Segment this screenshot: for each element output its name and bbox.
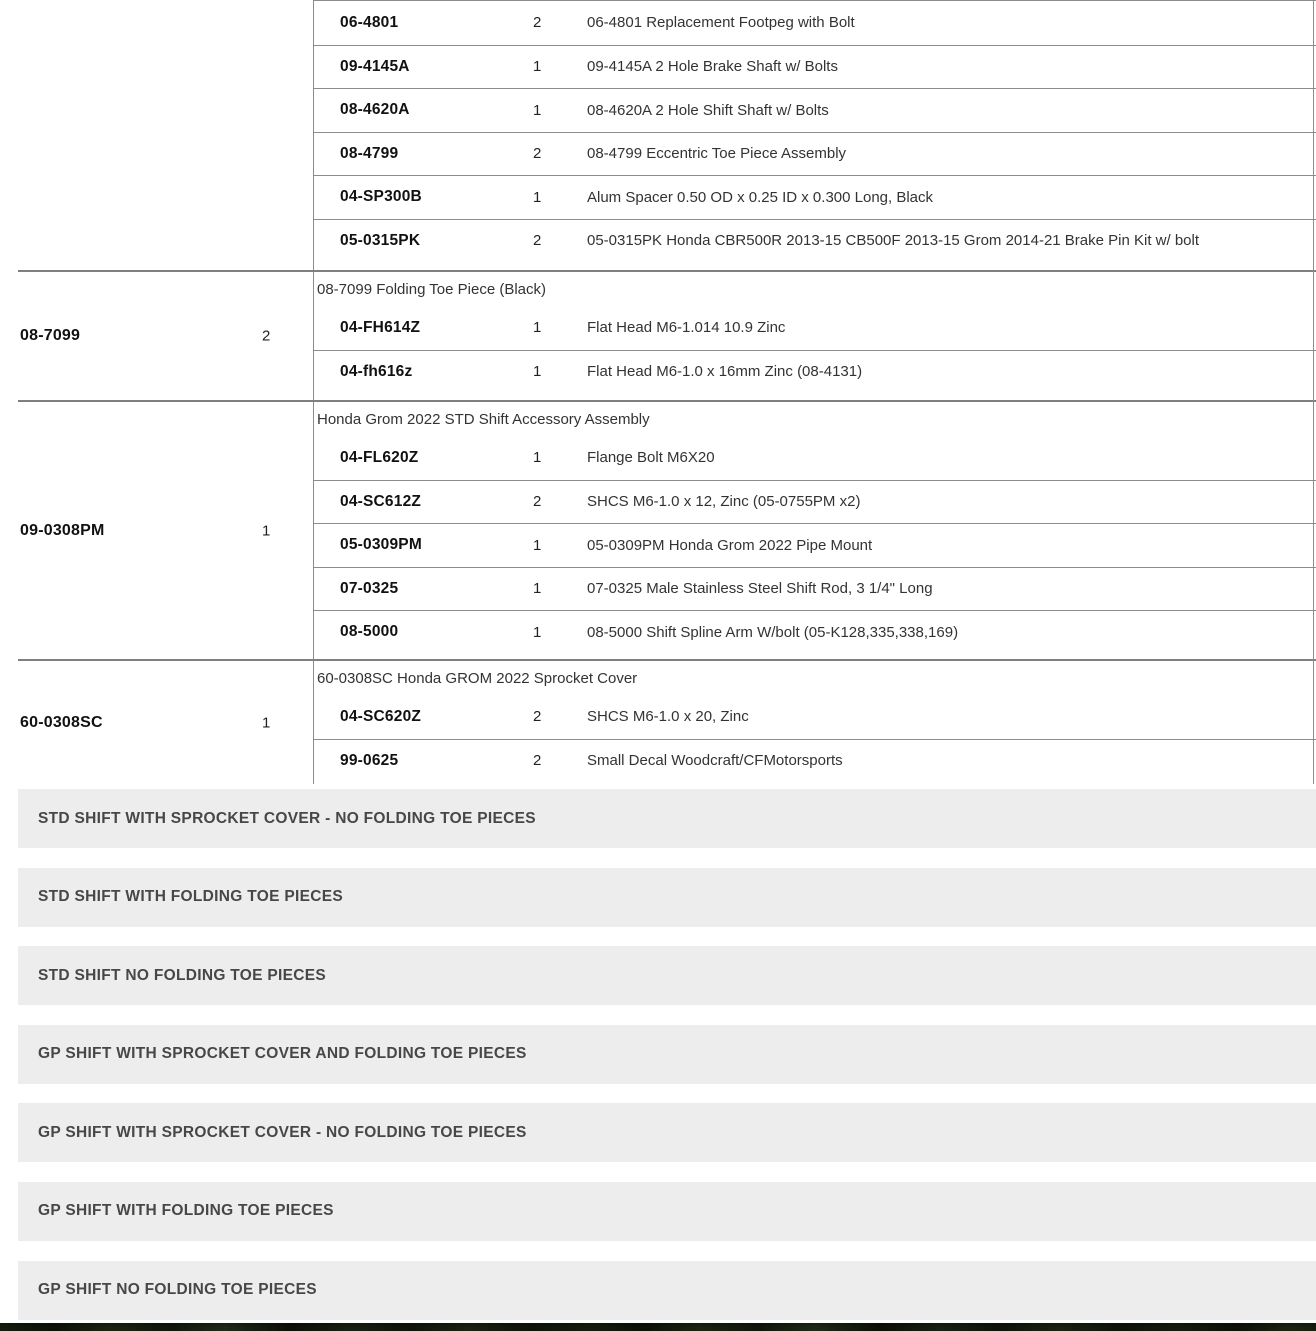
component-part-number: 05-0309PM bbox=[340, 536, 422, 554]
group-summary-cell bbox=[18, 272, 313, 400]
component-description: 08-4620A 2 Hole Shift Shaft w/ Bolts bbox=[587, 101, 829, 119]
component-row bbox=[314, 523, 1316, 567]
kit-option-section-header[interactable] bbox=[18, 1182, 1316, 1241]
component-description: 05-0315PK Honda CBR500R 2013-15 CB500F 2013-15 Grom 2014-21 Brake Pin Kit w/ bolt bbox=[587, 232, 1200, 250]
group-summary-cell bbox=[18, 402, 313, 659]
component-description: Flat Head M6-1.0 x 16mm Zinc (08-4131) bbox=[587, 363, 863, 381]
kit-option-section-label: STD SHIFT WITH SPROCKET COVER - NO FOLDING TOE PIECES bbox=[38, 809, 536, 827]
component-qty: 1 bbox=[533, 580, 542, 598]
component-description: Flange Bolt M6X20 bbox=[587, 449, 715, 467]
component-qty: 1 bbox=[533, 101, 542, 119]
group-qty: 1 bbox=[262, 714, 271, 731]
component-row bbox=[314, 695, 1316, 739]
group-components bbox=[313, 0, 1316, 270]
component-row bbox=[314, 219, 1316, 263]
component-qty: 1 bbox=[533, 319, 542, 337]
group-summary-cell bbox=[18, 0, 313, 270]
group-qty: 1 bbox=[262, 522, 271, 539]
component-row bbox=[314, 436, 1316, 480]
component-rows bbox=[314, 306, 1316, 393]
component-description: SHCS M6-1.0 x 12, Zinc (05-0755PM x2) bbox=[587, 493, 861, 511]
component-description: 06-4801 Replacement Footpeg with Bolt bbox=[587, 14, 855, 32]
component-rows bbox=[314, 436, 1316, 654]
parts-bom-table bbox=[18, 0, 1316, 784]
component-part-number: 04-SC612Z bbox=[340, 492, 422, 510]
component-description: 08-4799 Eccentric Toe Piece Assembly bbox=[587, 145, 847, 163]
component-part-number: 08-4799 bbox=[340, 144, 399, 162]
group-header: 08-7099 Folding Toe Piece (Black) bbox=[317, 280, 547, 298]
component-part-number: 07-0325 bbox=[340, 579, 399, 597]
kit-option-section-label: GP SHIFT WITH FOLDING TOE PIECES bbox=[38, 1202, 334, 1220]
component-part-number: 04-SP300B bbox=[340, 188, 422, 206]
component-qty: 1 bbox=[533, 623, 542, 641]
group-header: Honda Grom 2022 STD Shift Accessory Assembly bbox=[317, 410, 650, 428]
component-part-number: 04-FH614Z bbox=[340, 318, 421, 336]
component-row bbox=[314, 132, 1316, 176]
group-part-number: 08-7099 bbox=[20, 327, 81, 344]
component-qty: 2 bbox=[533, 145, 542, 163]
kit-option-section-header[interactable] bbox=[18, 946, 1316, 1005]
component-description: Alum Spacer 0.50 OD x 0.25 ID x 0.300 Long, Black bbox=[587, 188, 934, 206]
group-components bbox=[313, 402, 1316, 659]
product-photo-edge bbox=[0, 1323, 1316, 1331]
kit-option-section-label: GP SHIFT WITH SPROCKET COVER - NO FOLDING TOE PIECES bbox=[38, 1123, 527, 1141]
parts-group bbox=[18, 270, 1316, 400]
component-qty: 2 bbox=[533, 708, 542, 726]
group-summary-cell bbox=[18, 661, 313, 784]
component-qty: 1 bbox=[533, 449, 542, 467]
group-qty: 2 bbox=[262, 327, 271, 345]
component-row bbox=[314, 567, 1316, 611]
component-part-number: 08-4620A bbox=[340, 101, 410, 119]
component-qty: 1 bbox=[533, 363, 542, 381]
kit-option-section-label: STD SHIFT WITH FOLDING TOE PIECES bbox=[38, 888, 343, 906]
component-qty: 2 bbox=[533, 14, 542, 32]
parts-group bbox=[18, 0, 1316, 270]
component-row bbox=[314, 350, 1316, 394]
group-header: 60-0308SC Honda GROM 2022 Sprocket Cover bbox=[317, 669, 638, 687]
component-row bbox=[314, 88, 1316, 132]
kit-option-section-label: GP SHIFT NO FOLDING TOE PIECES bbox=[38, 1281, 317, 1299]
component-description: 09-4145A 2 Hole Brake Shaft w/ Bolts bbox=[587, 58, 838, 76]
component-part-number: 99-0625 bbox=[340, 751, 399, 769]
kit-option-section-header[interactable] bbox=[18, 1261, 1316, 1320]
kit-option-section-label: GP SHIFT WITH SPROCKET COVER AND FOLDING TOE PIECES bbox=[38, 1045, 527, 1063]
component-part-number: 09-4145A bbox=[340, 57, 410, 75]
component-row bbox=[314, 45, 1316, 89]
component-part-number: 04-SC620Z bbox=[340, 707, 422, 725]
parts-group bbox=[18, 659, 1316, 784]
kit-option-section-header[interactable] bbox=[18, 868, 1316, 927]
component-row bbox=[314, 306, 1316, 350]
component-description: SHCS M6-1.0 x 20, Zinc bbox=[587, 708, 749, 726]
kit-option-section-header[interactable] bbox=[18, 789, 1316, 848]
component-rows bbox=[314, 1, 1316, 262]
component-description: Flat Head M6-1.014 10.9 Zinc bbox=[587, 319, 786, 337]
component-description: 07-0325 Male Stainless Steel Shift Rod, 3 1/4" Long bbox=[587, 580, 933, 598]
group-part-number: 60-0308SC bbox=[20, 713, 103, 731]
component-part-number: 06-4801 bbox=[340, 13, 399, 31]
group-components bbox=[313, 661, 1316, 784]
component-part-number: 04-FL620Z bbox=[340, 448, 419, 466]
table-right-border bbox=[1313, 0, 1314, 784]
component-qty: 1 bbox=[533, 536, 542, 554]
component-row bbox=[314, 175, 1316, 219]
component-qty: 2 bbox=[533, 232, 542, 250]
group-part-number: 09-0308PM bbox=[20, 521, 105, 539]
kit-option-sections bbox=[18, 789, 1316, 1320]
component-description: 05-0309PM Honda Grom 2022 Pipe Mount bbox=[587, 536, 873, 554]
component-part-number: 04-fh616z bbox=[340, 362, 413, 380]
parts-group bbox=[18, 400, 1316, 659]
kit-option-section-header[interactable] bbox=[18, 1103, 1316, 1162]
component-qty: 2 bbox=[533, 493, 542, 511]
component-row bbox=[314, 610, 1316, 654]
group-components bbox=[313, 272, 1316, 400]
component-qty: 1 bbox=[533, 188, 542, 206]
component-description: 08-5000 Shift Spline Arm W/bolt (05-K128,335,338,169) bbox=[587, 623, 959, 641]
component-part-number: 08-5000 bbox=[340, 623, 399, 641]
kit-option-section-header[interactable] bbox=[18, 1025, 1316, 1084]
component-row bbox=[314, 739, 1316, 783]
component-qty: 1 bbox=[533, 58, 542, 76]
component-row bbox=[314, 1, 1316, 45]
kit-option-section-label: STD SHIFT NO FOLDING TOE PIECES bbox=[38, 966, 327, 984]
component-part-number: 05-0315PK bbox=[340, 231, 421, 249]
component-rows bbox=[314, 695, 1316, 782]
component-qty: 2 bbox=[533, 752, 542, 770]
component-row bbox=[314, 480, 1316, 524]
component-description: Small Decal Woodcraft/CFMotorsports bbox=[587, 752, 843, 770]
